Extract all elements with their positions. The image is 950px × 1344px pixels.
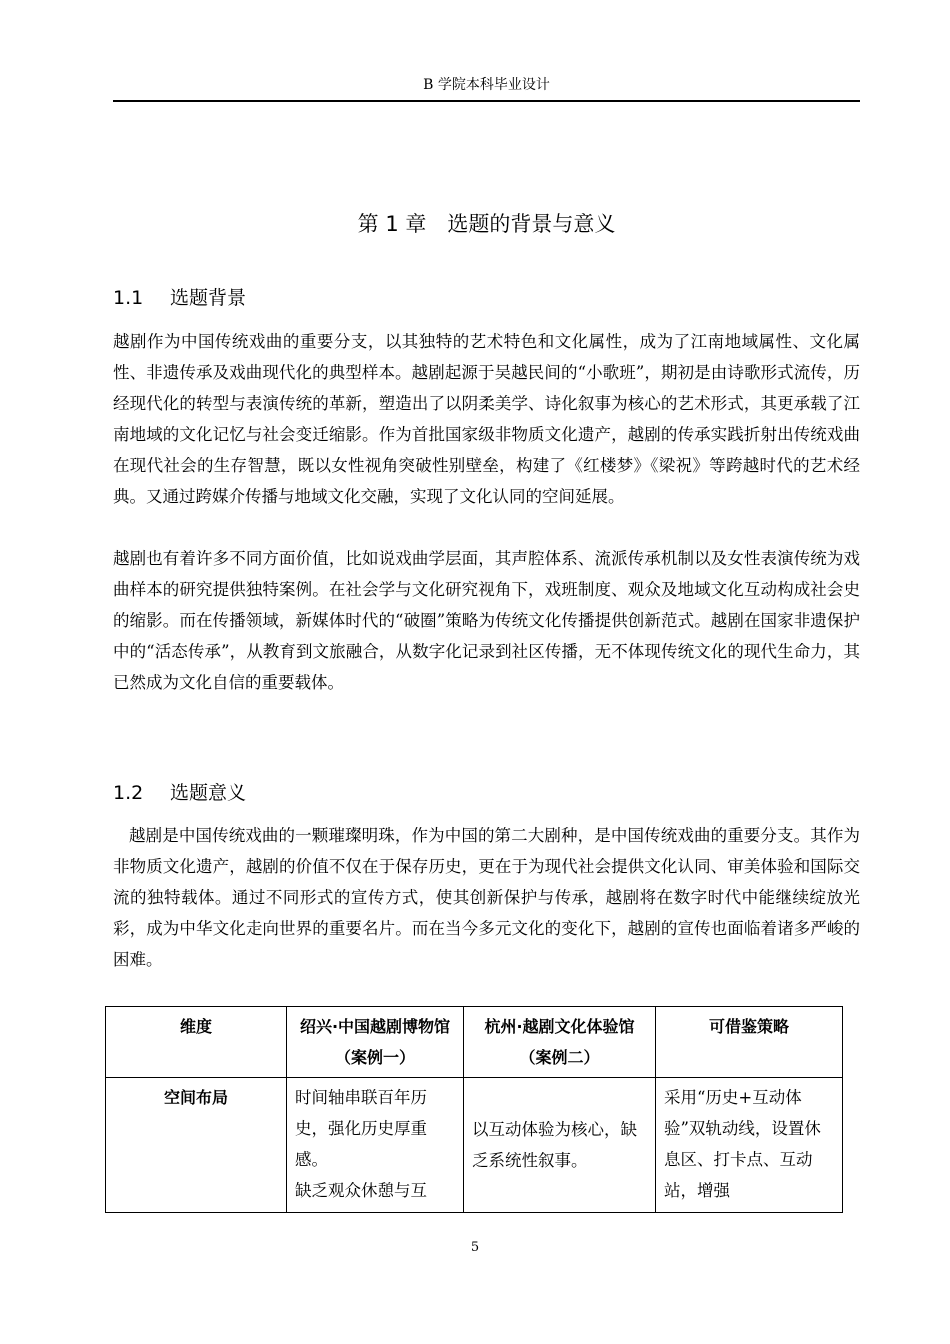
table-cell-text: 以互动体验为核心，缺乏系统性叙事。 xyxy=(472,1120,637,1170)
header-divider xyxy=(113,100,860,102)
table-header-row xyxy=(106,1007,843,1078)
table-row xyxy=(106,1078,843,1213)
table-header-cell: 绍兴·中国越剧博物馆（案例一） xyxy=(287,1007,464,1078)
table-cell-text: 采用“历史+互动体验”双轨动线，设置休息区、打卡点、互动站，增强 xyxy=(664,1088,821,1200)
table-cell-text: 时间轴串联百年历史，强化历史厚重感。 缺乏观众休憩与互 xyxy=(295,1088,427,1200)
section-title: 选题背景 xyxy=(170,287,247,309)
chapter-title: 第 1 章 选题的背景与意义 xyxy=(357,212,616,236)
row-label-text: 空间布局 xyxy=(163,1088,228,1107)
page-header: B 学院本科毕业设计 xyxy=(423,77,550,93)
table-cell xyxy=(464,1078,656,1213)
page-number: 5 xyxy=(470,1240,480,1255)
table-cell xyxy=(656,1078,843,1213)
section-heading-1-2 xyxy=(113,779,246,807)
section-heading-1-1 xyxy=(113,284,246,312)
table-row-label xyxy=(106,1078,287,1213)
paragraph: 越剧是中国传统戏曲的一颗璀璨明珠，作为中国的第二大剧种，是中国传统戏曲的重要分支。其作为非物质文化遗产，越剧的价值不仅在于保存历史，更在于为现代社会提供文化认同、审美体验和国际交流的独特载体。通过不同形式的宣传方式，使其创新保护与传承，越剧将在数字时代中能继续绽放光彩，成为中华文化走向世界的重要名片。而在当今多元文化的变化下，越剧的宣传也面临着诸多严峻的困难。 xyxy=(113,826,860,969)
paragraph: 越剧也有着许多不同方面价值，比如说戏曲学层面，其声腔体系、流派传承机制以及女性表演传统为戏曲样本的研究提供独特案例。在社会学与文化研究视角下，戏班制度、观众及地域文化互动构成社会史的缩影。而在传播领域，新媒体时代的“破圈”策略为传统文化传播提供创新范式。越剧在国家非遗保护中的“活态传承”，从教育到文旅融合，从数字化记录到社区传播，无不体现传统文化的现代生命力，其已然成为文化自信的重要载体。 xyxy=(113,549,860,692)
section-number: 1.2 xyxy=(113,782,144,804)
section-number: 1.1 xyxy=(113,287,144,309)
paragraph: 越剧作为中国传统戏曲的重要分支，以其独特的艺术特色和文化属性，成为了江南地域属性、文化属性、非遗传承及戏曲现代化的典型样本。越剧起源于吴越民间的“小歌班”，期初是由诗歌形式流传，历经现代化的转型与表演传统的革新，塑造出了以阴柔美学、诗化叙事为核心的艺术形式，其更承载了江南地域的文化记忆与社会变迁缩影。作为首批国家级非物质文化遗产，越剧的传承实践折射出传统戏曲在现代社会的生存智慧，既以女性视角突破性别壁垒，构建了《红楼梦》《梁祝》等跨越时代的艺术经典。又通过跨媒介传播与地域文化交融，实现了文化认同的空间延展。 xyxy=(113,332,860,506)
comparison-table xyxy=(105,1006,843,1213)
table-header-cell: 维度 xyxy=(106,1007,287,1078)
table-header-cell: 可借鉴策略 xyxy=(656,1007,843,1078)
table-header-cell: 杭州·越剧文化体验馆（案例二） xyxy=(464,1007,656,1078)
section-title: 选题意义 xyxy=(170,782,247,804)
table-cell xyxy=(287,1078,464,1213)
